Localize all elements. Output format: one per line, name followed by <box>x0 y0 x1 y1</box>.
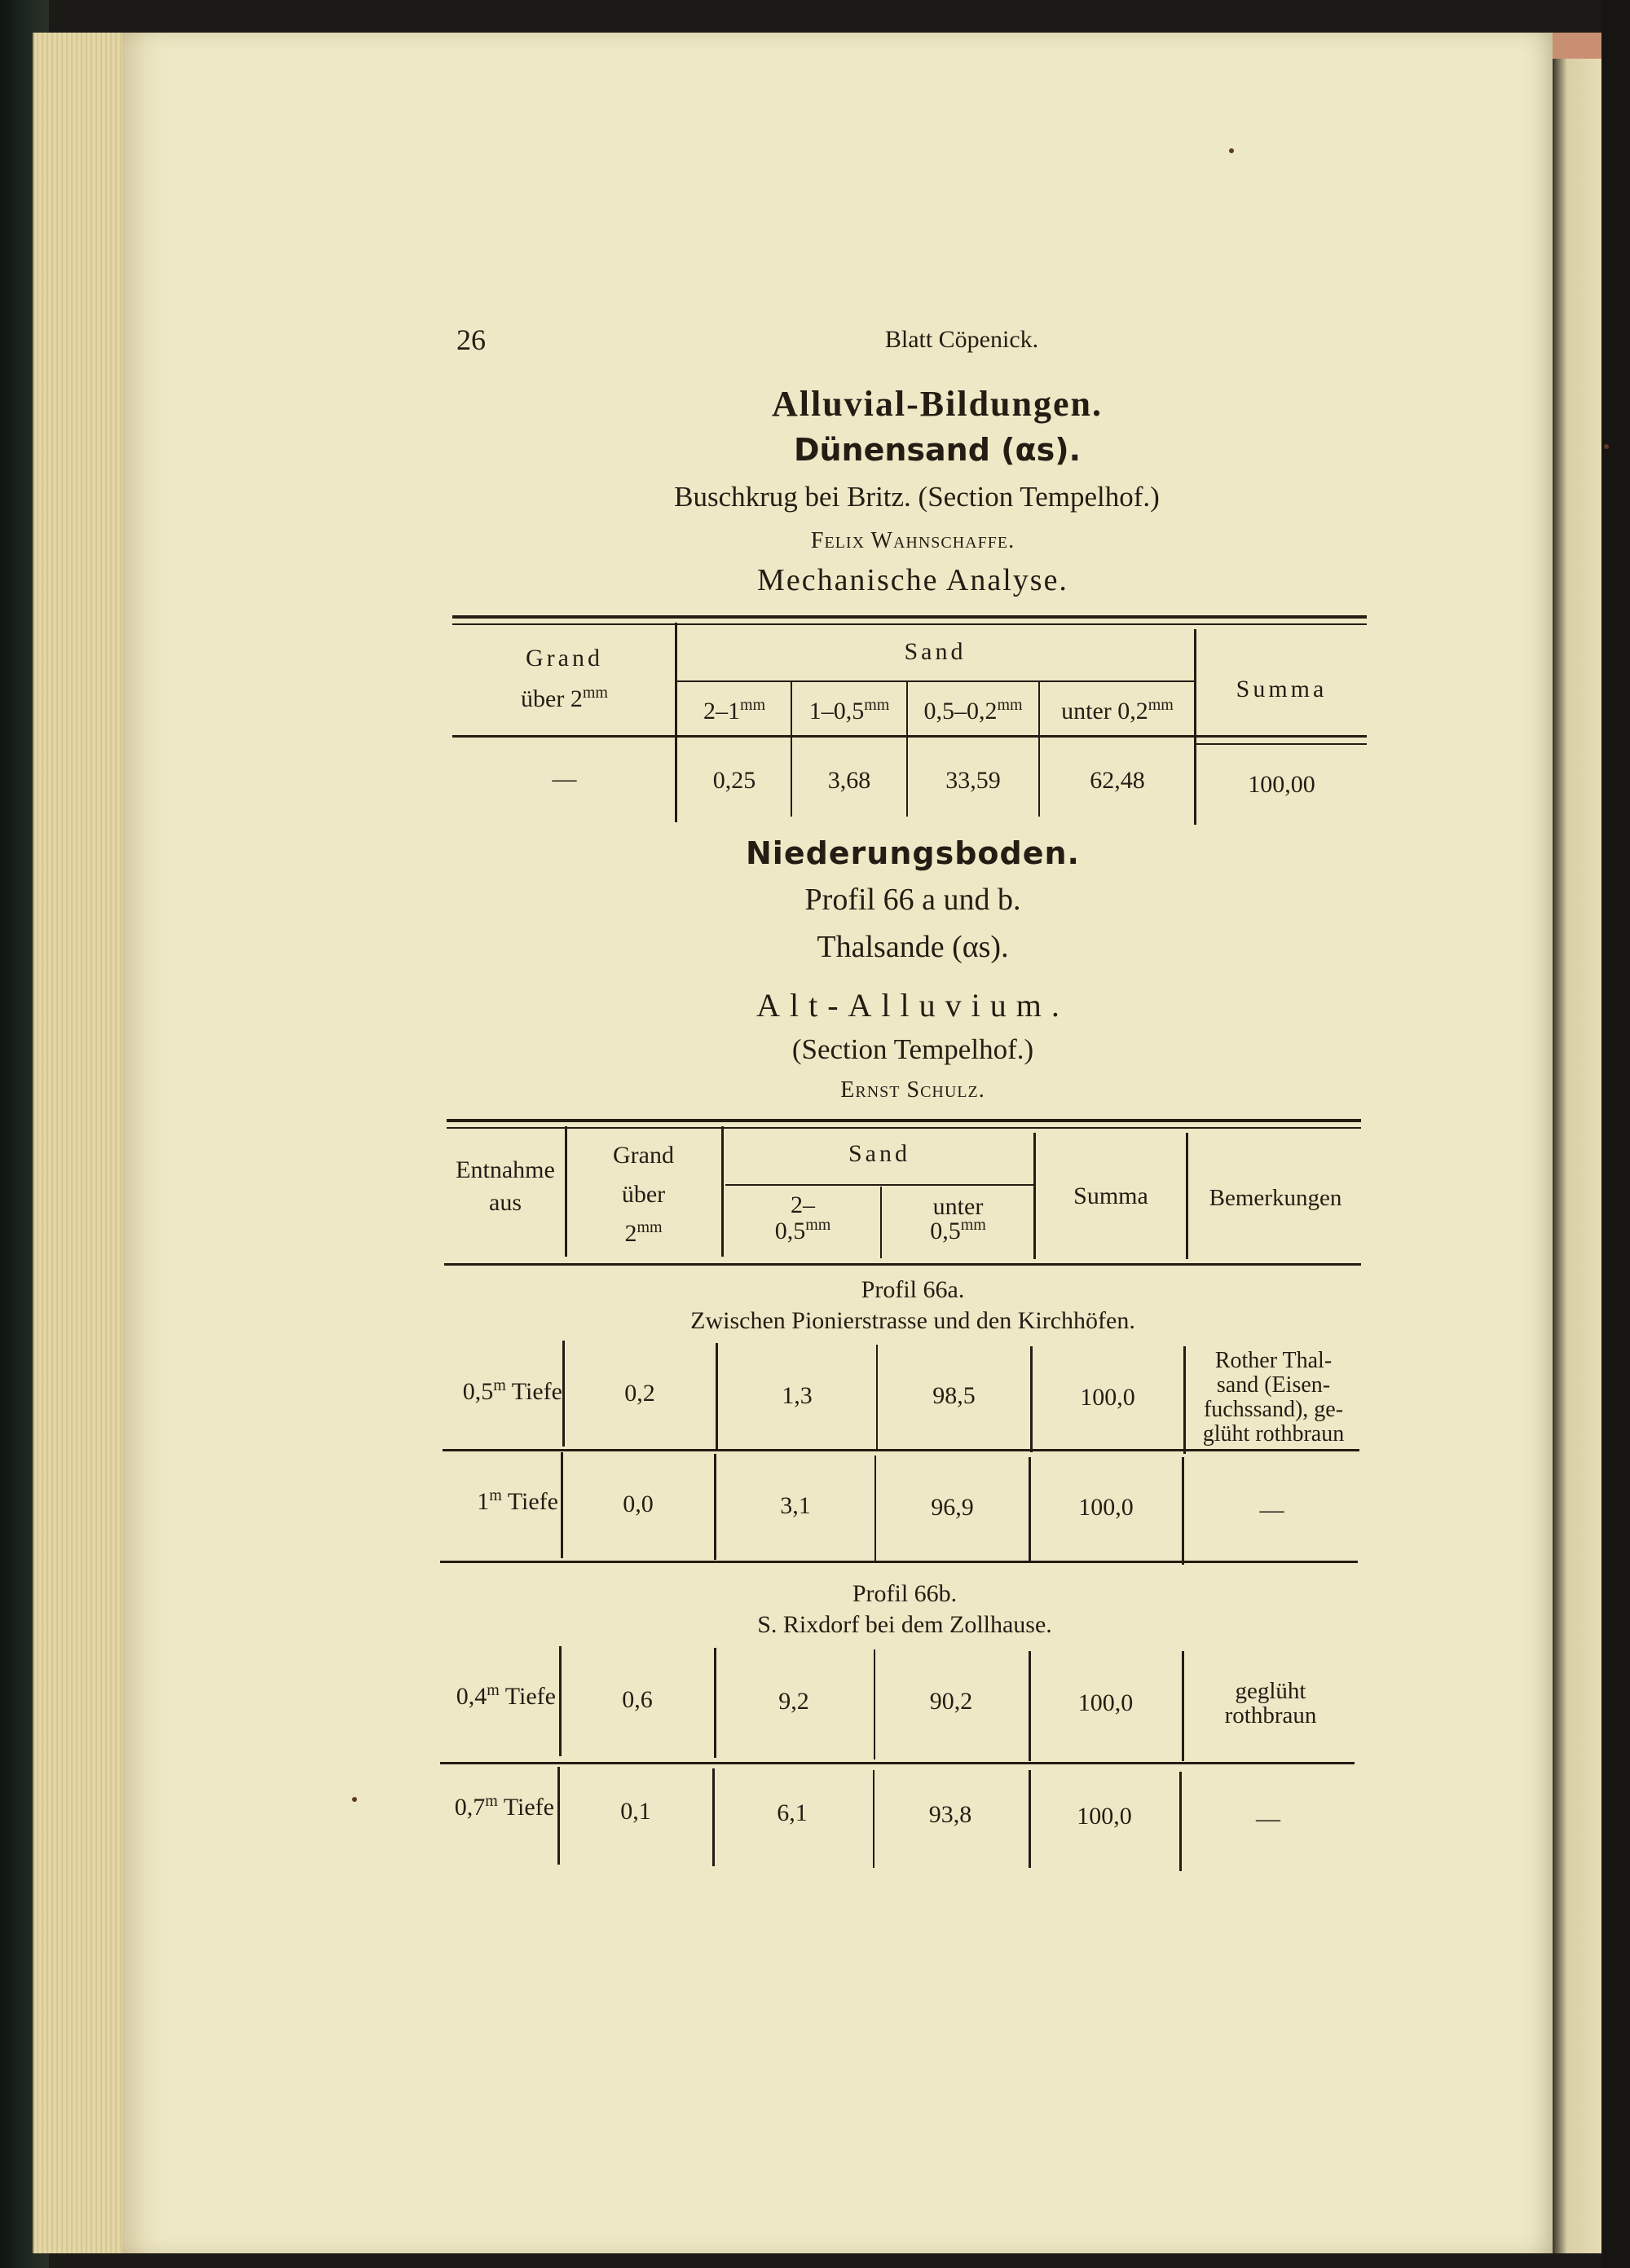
header-sand-text: 0,5 <box>774 1218 806 1244</box>
scan-background <box>1601 0 1630 2268</box>
table-rule <box>1194 629 1196 825</box>
cell-sand: 9,2 <box>778 1688 809 1715</box>
header-sand-col <box>908 697 1038 726</box>
depth-value: 0,7 <box>454 1794 486 1821</box>
cell-grand: 0,6 <box>622 1686 653 1713</box>
depth-label: Tiefe <box>511 1378 562 1405</box>
remark-line: rothbraun <box>1224 1702 1317 1729</box>
unit: mm <box>1148 696 1174 714</box>
unit: m <box>489 1486 502 1504</box>
row-depth <box>430 1793 554 1822</box>
header-sand-text: 0,5 <box>930 1218 961 1244</box>
header-sand-col <box>1040 697 1195 726</box>
row-depth <box>432 1682 556 1711</box>
cell-grand: 0,0 <box>623 1491 654 1517</box>
table-rule <box>557 1767 560 1865</box>
table-rule <box>1030 1346 1033 1452</box>
table-rule <box>1033 1133 1036 1259</box>
cell-grand: — <box>552 765 577 792</box>
cell-remark <box>1184 1679 1357 1728</box>
table-rule <box>721 1126 724 1257</box>
header-sand-col-text: 1–0,5 <box>808 698 865 724</box>
remark-line: fuchssand), ge- <box>1203 1397 1344 1422</box>
cell-grand: 0,2 <box>624 1380 655 1407</box>
cell-sand: 93,8 <box>928 1801 972 1828</box>
unit: mm <box>960 1216 986 1234</box>
header-grand-line: Grand <box>613 1142 674 1169</box>
table-rule <box>443 1449 1359 1451</box>
cell-value: 62,48 <box>1090 767 1145 794</box>
header-entnahme-line: aus <box>489 1189 522 1216</box>
analysis-title: Mechanische Analyse. <box>757 563 1068 597</box>
header-grand: Grand <box>526 645 603 672</box>
header-grand-line <box>568 1214 719 1253</box>
bookmark-tab <box>1553 33 1601 59</box>
header-sand-line <box>727 1218 879 1244</box>
header-sand-line: 2– <box>791 1191 815 1218</box>
row-depth <box>436 1487 558 1517</box>
cell-sand: 98,5 <box>932 1382 976 1409</box>
page-edges <box>33 33 132 2253</box>
header-grand-sub-text: über 2 <box>521 685 583 712</box>
remark-line: geglüht <box>1235 1678 1306 1704</box>
header-sand-col <box>727 1192 879 1244</box>
table-rule <box>440 1762 1355 1764</box>
profile-location: S. Rixdorf bei dem Zollhause. <box>757 1611 1052 1638</box>
cell-sand: 90,2 <box>929 1688 973 1715</box>
header-grand-line: über <box>621 1181 666 1208</box>
table-rule <box>1194 743 1367 745</box>
paper-speck <box>352 1797 357 1802</box>
table-rule <box>714 1454 716 1560</box>
cell-value: 0,25 <box>712 767 756 794</box>
unit: mm <box>582 684 608 702</box>
section-line: (Section Tempelhof.) <box>791 1033 1034 1065</box>
unit: mm <box>637 1218 663 1236</box>
table-rule <box>725 1184 1035 1186</box>
author-line: Felix Wahnschaffe. <box>810 528 1015 553</box>
table-rule <box>716 1343 718 1449</box>
table-rule <box>880 1187 882 1258</box>
profile-title: Profil 66b. <box>852 1580 958 1607</box>
cell-summa: 100,0 <box>1077 1689 1134 1716</box>
profile-location: Zwischen Pionierstrasse und den Kirchhöfen. <box>690 1307 1135 1334</box>
unit: mm <box>997 696 1023 714</box>
table-rule <box>452 615 1367 619</box>
header-grand <box>568 1136 719 1253</box>
header-grand-sub <box>456 685 672 714</box>
section2-title: Niederungsboden. <box>745 835 1080 871</box>
unit: mm <box>739 696 766 714</box>
unit: m <box>485 1792 498 1810</box>
depth-value: 0,5 <box>462 1378 494 1405</box>
table-rule <box>565 1126 567 1257</box>
cell-value: 3,68 <box>827 767 871 794</box>
table-rule <box>452 735 1367 738</box>
table-rule <box>562 1341 565 1447</box>
header-grand-text: 2 <box>624 1220 637 1247</box>
depth-label: Tiefe <box>503 1794 554 1821</box>
depth-label: Tiefe <box>504 1683 556 1710</box>
header-sand-col-text: 0,5–0,2 <box>923 698 998 724</box>
section-subtitle: Dünensand (αs). <box>793 432 1082 468</box>
profile-line: Profil 66 a und b. <box>804 883 1021 917</box>
soil-line: Thalsande (αs). <box>817 930 1009 964</box>
unit: mm <box>864 696 890 714</box>
table-rule <box>676 680 1194 682</box>
remark-line: sand (Eisen- <box>1216 1372 1331 1398</box>
header-summa: Summa <box>1236 676 1328 702</box>
page-number: 26 <box>456 324 486 356</box>
table-rule <box>559 1646 562 1756</box>
remark-line: Rother Thal- <box>1214 1348 1333 1373</box>
cell-sand: 1,3 <box>782 1382 813 1409</box>
row-depth <box>440 1377 562 1407</box>
depth-value: 0,4 <box>456 1683 487 1710</box>
depth-value: 1 <box>477 1488 490 1515</box>
header-sand: Sand <box>848 1140 910 1167</box>
header-bemerkungen: Bemerkungen <box>1209 1185 1342 1211</box>
cell-sand: 6,1 <box>777 1799 808 1826</box>
unit: m <box>487 1681 500 1699</box>
table-rule <box>444 1263 1361 1266</box>
unit: m <box>493 1376 506 1394</box>
header-sand: Sand <box>904 638 967 665</box>
table-rule <box>440 1561 1358 1563</box>
facing-page-edge <box>1553 33 1601 2253</box>
paper-speck <box>1229 148 1234 153</box>
header-sand-col-text: 2–1 <box>703 698 740 724</box>
table-rule <box>447 1119 1361 1122</box>
cell-sand: 96,9 <box>931 1494 974 1521</box>
depth-label: Tiefe <box>507 1488 558 1515</box>
header-summa: Summa <box>1073 1182 1148 1209</box>
age-line: Alt-Alluvium. <box>756 987 1069 1024</box>
table-rule <box>561 1452 563 1558</box>
cell-summa: 100,0 <box>1078 1494 1134 1521</box>
header-sand-line <box>883 1216 1033 1244</box>
cell-summa: 100,00 <box>1248 771 1315 798</box>
cell-sand: 3,1 <box>780 1492 811 1519</box>
cell-summa: 100,0 <box>1080 1384 1135 1411</box>
cell-grand: 0,1 <box>620 1798 651 1825</box>
header-entnahme-line: Entnahme <box>456 1156 555 1183</box>
section-title: Alluvial-Bildungen. <box>771 384 1103 424</box>
author-line: Ernst Schulz. <box>840 1077 985 1103</box>
table-rule <box>1186 1133 1188 1259</box>
header-sand-col-text: unter 0,2 <box>1061 698 1148 724</box>
running-head: Blatt Cöpenick. <box>884 326 1039 353</box>
cell-remark: — <box>1256 1805 1280 1832</box>
remark-line: glüht rothbraun <box>1202 1421 1345 1447</box>
location-line: Buschkrug bei Britz. (Section Tempelhof.) <box>674 481 1160 513</box>
header-sand-col <box>883 1195 1033 1244</box>
header-sand-col <box>678 697 791 726</box>
paper-speck <box>1604 444 1609 449</box>
table-rule <box>876 1345 878 1451</box>
unit: mm <box>805 1216 831 1234</box>
header-entnahme <box>448 1154 562 1219</box>
header-sand-col <box>792 697 906 726</box>
cell-summa: 100,0 <box>1077 1803 1132 1830</box>
table-rule <box>1029 1457 1031 1563</box>
table-rule <box>874 1455 876 1561</box>
profile-title: Profil 66a. <box>861 1276 965 1303</box>
cell-remark: — <box>1259 1496 1284 1523</box>
cell-remark <box>1186 1349 1361 1447</box>
cell-value: 33,59 <box>945 767 1001 794</box>
header-sand-line: unter <box>932 1193 984 1220</box>
